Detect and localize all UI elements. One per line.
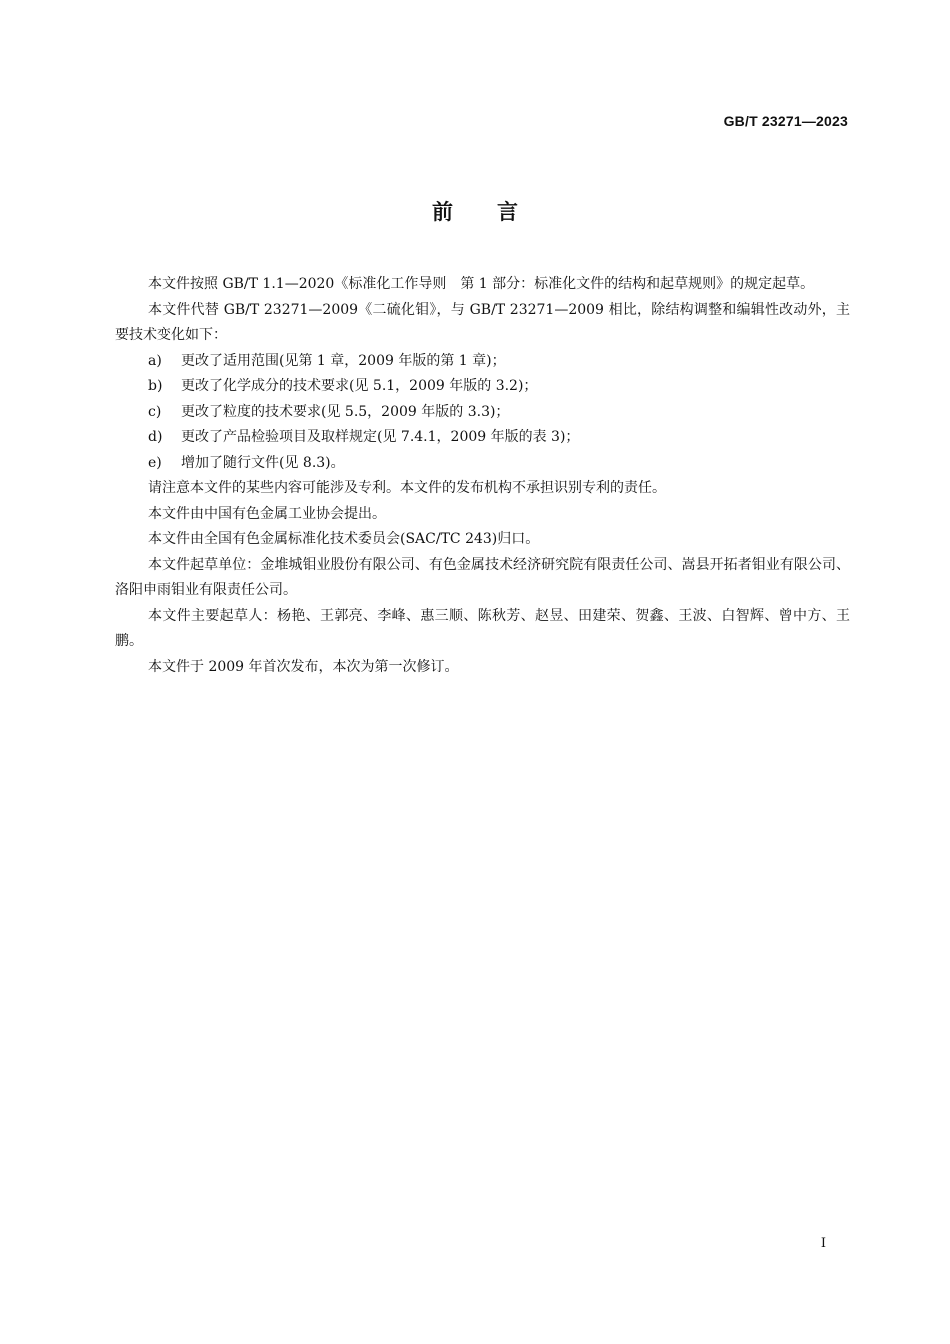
- paragraph-drafters: 本文件主要起草人：杨艳、王郭亮、李峰、惠三顺、陈秋芳、赵昱、田建荣、贺鑫、王波、白智辉、曾中方、王鹏。: [115, 607, 850, 649]
- list-item-text: 增加了随行文件(见 8.3)。: [181, 454, 345, 471]
- paragraph-history: 本文件于 2009 年首次发布，本次为第一次修订。: [148, 658, 459, 675]
- list-item-text: 更改了产品检验项目及取样规定(见 7.4.1，2009 年版的表 3)；: [181, 429, 580, 445]
- list-item: [115, 425, 850, 451]
- list-item-label: a): [148, 352, 162, 369]
- list-item: [115, 349, 850, 375]
- list-item-text: 更改了化学成分的技术要求(见 5.1，2009 年版的 3.2)；: [181, 378, 538, 394]
- list-item-text: 更改了适用范围(见第 1 章，2009 年版的第 1 章)；: [181, 352, 506, 369]
- list-item: [115, 451, 850, 477]
- paragraph-drafting-units: 本文件起草单位：金堆城钼业股份有限公司、有色金属技术经济研究院有限责任公司、嵩县开拓者钼业有限公司、洛阳申雨钼业有限责任公司。: [115, 556, 850, 598]
- list-item-label: c): [148, 403, 162, 420]
- paragraph-proposed-by: 本文件由中国有色金属工业协会提出。: [148, 505, 386, 522]
- paragraph-centralized-by: 本文件由全国有色金属标准化技术委员会(SAC/TC 243)归口。: [148, 531, 540, 547]
- paragraph-replacement: 本文件代替 GB/T 23271—2009《二硫化钼》，与 GB/T 23271—2009 相比，除结构调整和编辑性改动外，主要技术变化如下：: [115, 301, 850, 343]
- list-item-label: b): [148, 378, 163, 394]
- document-code: GB/T 23271—2023: [723, 113, 848, 129]
- paragraph-drafting-rules: 本文件按照 GB/T 1.1—2020《标准化工作导则 第 1 部分：标准化文件的结构和起草规则》的规定起草。: [148, 276, 815, 292]
- list-item: [115, 374, 850, 400]
- page-number: I: [820, 1236, 826, 1251]
- list-item-text: 更改了粒度的技术要求(见 5.5，2009 年版的 3.3)；: [181, 403, 510, 420]
- list-item: [115, 400, 850, 426]
- paragraph-patent-notice: 请注意本文件的某些内容可能涉及专利。本文件的发布机构不承担识别专利的责任。: [148, 480, 666, 496]
- page-title: 前言: [432, 200, 562, 224]
- list-item-label: e): [148, 454, 162, 471]
- list-item-label: d): [148, 429, 163, 445]
- foreword-body: [115, 272, 850, 680]
